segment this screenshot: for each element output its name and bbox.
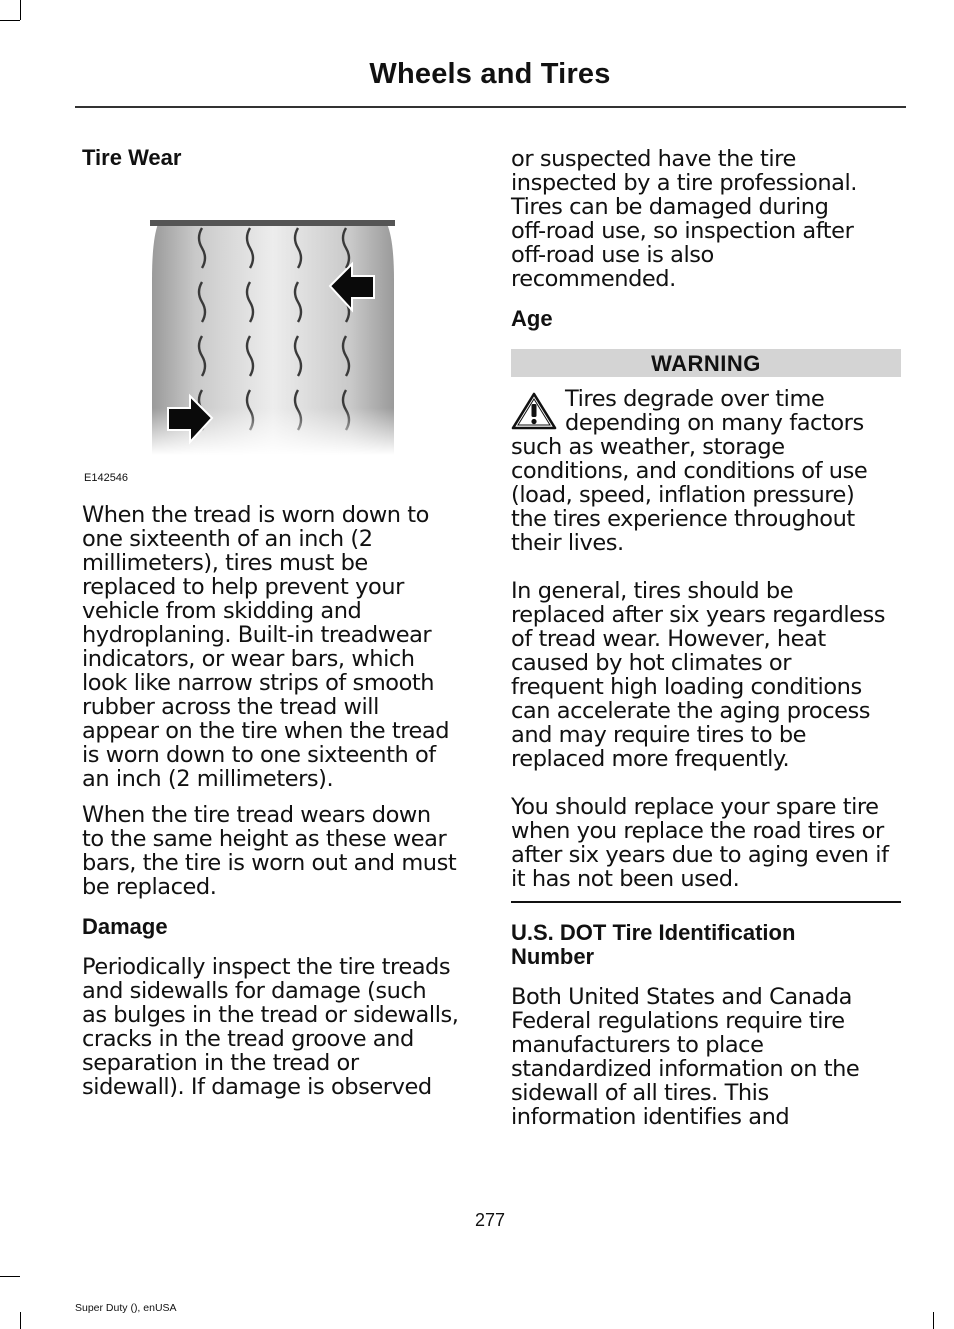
warning-text: Tires degrade over time depending on many factors such as weather, storage conditions, and conditions of use (load, speed, inflation pressure) the tires experience throughout their lives. <box>511 386 868 556</box>
dot-heading: U.S. DOT Tire Identification Number <box>511 920 796 969</box>
right-column <box>511 145 901 1129</box>
crop-mark <box>20 0 21 20</box>
crop-mark <box>0 20 20 21</box>
doc-info: Super Duty (), enUSA <box>75 1302 177 1314</box>
warning-banner: WARNING <box>511 349 901 377</box>
tire-wear-paragraph-1: When the tread is worn down to one sixteenth of an inch (2 millimeters), tires must be replaced to help prevent your vehicle from skidding and hydroplaning. Built-in treadwear indicators, or wear bars, which look like narrow strips of smooth rubber across the tread will appear on the tire when the tread is worn down to one sixteenth of an inch (2 millimeters). <box>82 502 450 792</box>
tire-wear-paragraph-2: When the tire tread wears down to the same height as these wear bars, the tire is worn out and must be replaced. <box>82 802 457 900</box>
header-divider <box>75 106 906 108</box>
tire-tread-figure <box>82 190 472 490</box>
warning-triangle-icon <box>511 391 557 431</box>
damage-heading: Damage <box>82 914 168 939</box>
warning-block <box>511 387 901 555</box>
crop-mark <box>0 1276 20 1277</box>
crop-mark <box>20 1312 21 1329</box>
dot-paragraph-1: Both United States and Canada Federal regulations require tire manufacturers to place standardized information on the sidewall of all tires. This information identifies and <box>511 984 860 1130</box>
page-title: Wheels and Tires <box>369 58 611 90</box>
age-paragraph-1: In general, tires should be replaced after six years regardless of tread wear. However, heat caused by hot climates or frequent high loading conditions can accelerate the aging process and may require tires to be replaced more frequently. <box>511 578 886 772</box>
age-paragraph-2: You should replace your spare tire when you replace the road tires or after six years due to aging even if it has not been used. <box>511 794 889 892</box>
age-heading: Age <box>511 306 553 331</box>
figure-code: E142546 <box>84 472 129 484</box>
left-column <box>82 145 472 1099</box>
continued-paragraph: or suspected have the tire inspected by a tire professional. Tires can be damaged during off-road use, so inspection after off-road use is also recommended. <box>511 146 857 292</box>
page-number: 277 <box>474 1210 506 1230</box>
tire-wear-heading: Tire Wear <box>82 145 182 170</box>
crop-mark <box>933 1312 934 1329</box>
tire-tread-illustration <box>150 220 395 455</box>
damage-paragraph-1: Periodically inspect the tire treads and sidewalls for damage (such as bulges in the tread or sidewalls, cracks in the tread groove and separation in the tread or sidewall). If damage is observed <box>82 954 459 1100</box>
section-divider <box>511 901 901 903</box>
